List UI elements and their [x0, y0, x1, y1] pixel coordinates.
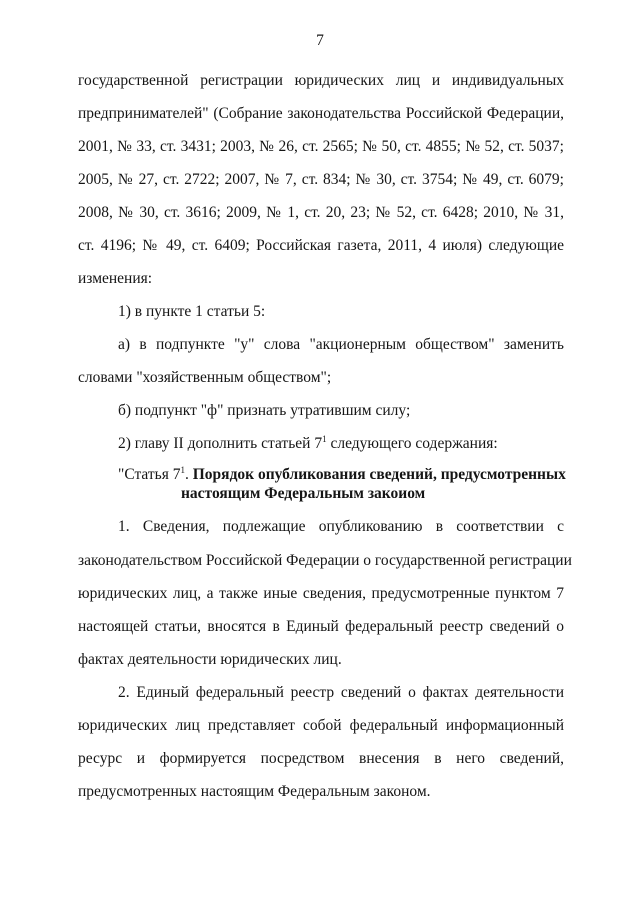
text-line: 2. Единый федеральный реестр сведений о фактах деятельности	[118, 684, 564, 701]
text-line: ст. 4196; № 49, ст. 6409; Российская газета, 2011, 4 июля) следующие	[78, 237, 564, 254]
text-line: 2008, № 30, ст. 3616; 2009, № 1, ст. 20, 23; № 52, ст. 6428; 2010, № 31,	[78, 204, 564, 221]
text-line: настоящей статьи, вносятся в Единый федеральный реестр сведений о	[78, 618, 564, 635]
article-heading	[118, 466, 564, 484]
text-line: юридических лиц, а также иные сведения, предусмотренные пунктом 7	[78, 585, 564, 602]
text-line: законодательством Российской Федерации о государственной регистрации	[78, 552, 572, 569]
text-span: .	[185, 466, 193, 483]
list-item: 1) в пункте 1 статьи 5:	[118, 303, 266, 320]
text-line: а) в подпункте "у" слова "акционерным обществом" заменить	[118, 336, 564, 353]
superscript: 1	[322, 433, 327, 444]
text-line: словами "хозяйственным обществом";	[78, 369, 332, 386]
text-line: предусмотренных настоящим Федеральным законом.	[78, 783, 431, 800]
text-span: следующего содержания:	[326, 435, 498, 452]
text-line: 2005, № 27, ст. 2722; 2007, № 7, ст. 834; № 30, ст. 3754; № 49, ст. 6079;	[78, 171, 564, 188]
text-line: 1. Сведения, подлежащие опубликованию в соответствии с	[118, 518, 564, 535]
text-line: юридических лиц представляет собой федеральный информационный	[78, 717, 564, 734]
article-title: Порядок опубликования сведений, предусмотренных	[192, 466, 566, 483]
superscript: 1	[180, 464, 185, 475]
text-line: ресурс и формируется посредством внесения в него сведений,	[78, 750, 564, 767]
page-number: 7	[316, 32, 324, 49]
text-line: предпринимателей" (Собрание законодательства Российской Федерации,	[78, 105, 564, 122]
text-span: "Статья 7	[118, 466, 181, 483]
article-title-line: настоящим Федеральным закоиом	[181, 485, 426, 502]
list-item: б) подпункт "ф" признать утратившим силу;	[118, 402, 411, 419]
text-line: 2001, № 33, ст. 3431; 2003, № 26, ст. 2565; № 50, ст. 4855; № 52, ст. 5037;	[78, 138, 564, 155]
text-line: фактах деятельности юридических лиц.	[78, 651, 342, 668]
list-item	[118, 435, 564, 453]
text-line: государственной регистрации юридических лиц и индивидуальных	[78, 72, 564, 89]
text-span: 2) главу II дополнить статьей 7	[118, 435, 323, 452]
text-line: изменения:	[78, 270, 153, 287]
